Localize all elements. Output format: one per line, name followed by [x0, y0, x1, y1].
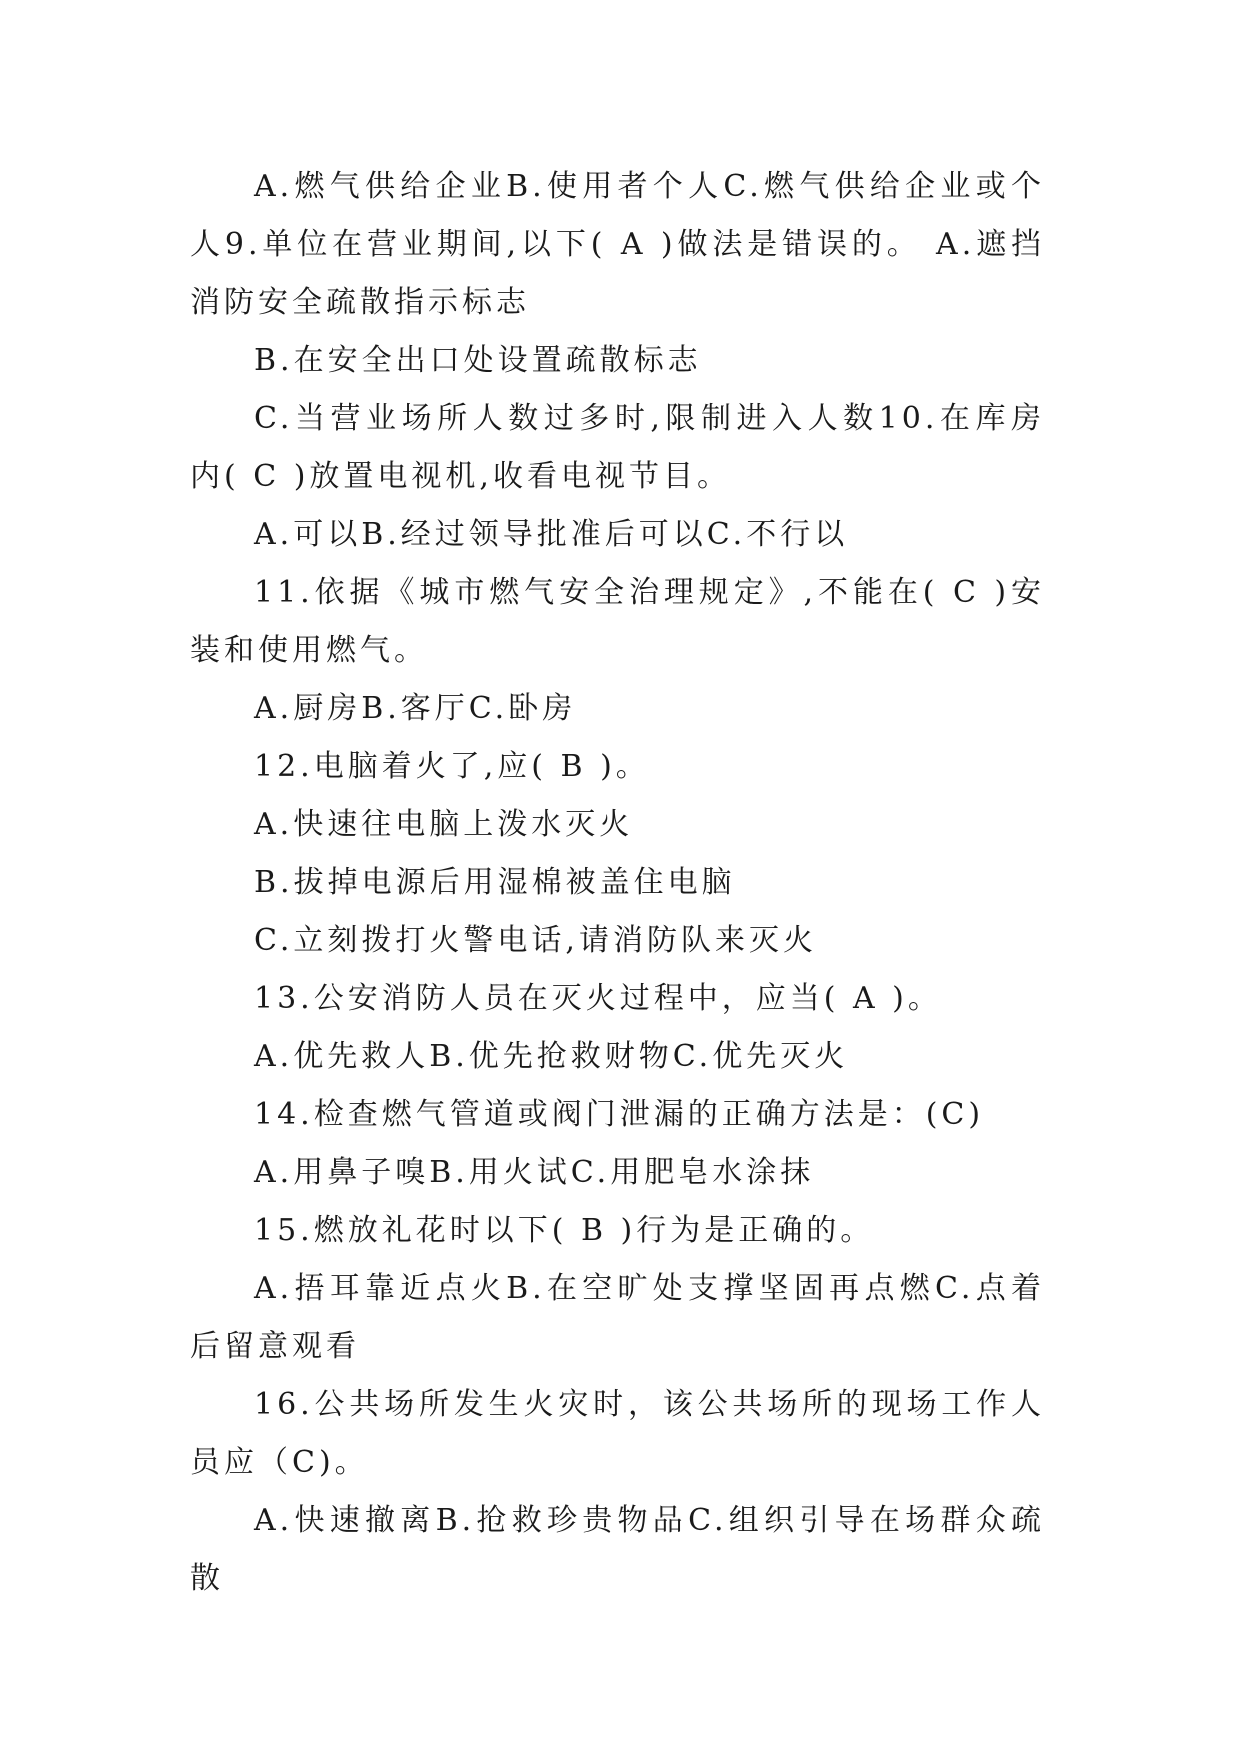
question-14-paragraph: 14.检查燃气管道或阀门泄漏的正确方法是：(C) [254, 1097, 985, 1132]
document-body [190, 158, 1045, 1608]
answer-option-paragraph: A.用鼻子嗅B.用火试C.用肥皂水涂抹 [254, 1155, 815, 1190]
answer-option-paragraph: A.优先救人B.优先抢救财物C.优先灭火 [254, 1039, 849, 1074]
question-12-paragraph: 12.电脑着火了,应( B )。 [254, 749, 650, 784]
answer-option-paragraph: A.可以B.经过领导批准后可以C.不行以 [254, 517, 849, 552]
question-text-paragraph: C.当营业场所人数过多时,限制进入人数10.在库房内( C )放置电视机,收看电视节目。 [190, 401, 1045, 494]
question-text-paragraph: A.燃气供给企业B.使用者个人C.燃气供给企业或个人9.单位在营业期间,以下( A )做法是错误的。 A.遮挡消防安全疏散指示标志 [190, 169, 1045, 320]
answer-option-paragraph: B.在安全出口处设置疏散标志 [254, 343, 702, 378]
question-15-paragraph: 15.燃放礼花时以下( B )行为是正确的。 [254, 1213, 875, 1248]
answer-option-paragraph: A.厨房B.客厅C.卧房 [254, 691, 577, 726]
answer-option-paragraph: A.快速撤离B.抢救珍贵物品C.组织引导在场群众疏散 [190, 1503, 1045, 1596]
answer-option-paragraph: C.立刻拨打火警电话,请消防队来灭火 [254, 923, 817, 958]
answer-option-paragraph: A.捂耳靠近点火B.在空旷处支撑坚固再点燃C.点着后留意观看 [190, 1271, 1045, 1364]
answer-option-paragraph: B.拔掉电源后用湿棉被盖住电脑 [254, 865, 736, 900]
question-13-paragraph: 13.公安消防人员在灭火过程中，应当( A )。 [254, 981, 942, 1016]
question-16-paragraph: 16.公共场所发生火灾时，该公共场所的现场工作人员应（C)。 [190, 1387, 1045, 1480]
question-11-paragraph: 11.依据《城市燃气安全治理规定》,不能在( C )安装和使用燃气。 [190, 575, 1045, 668]
answer-option-paragraph: A.快速往电脑上泼水灭火 [254, 807, 634, 842]
